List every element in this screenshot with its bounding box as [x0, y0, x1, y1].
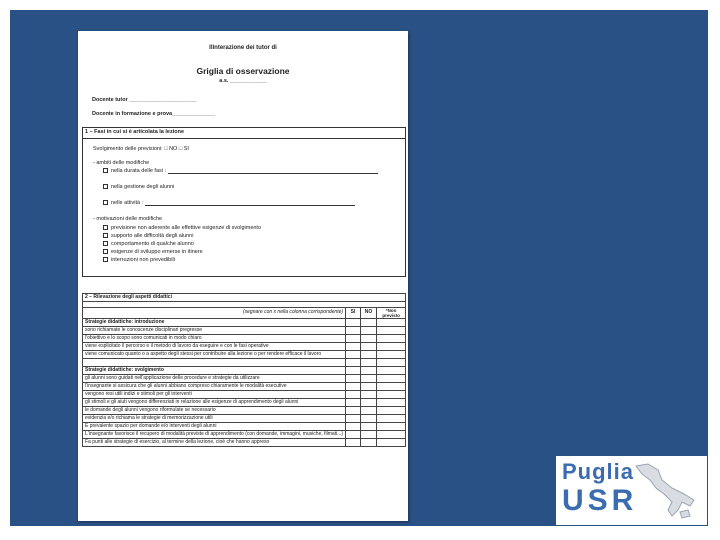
row-text: evidenzia e/o richiama le strategie di memorizzazione utili	[83, 415, 346, 423]
changes-label: - ambiti delle modifiche	[93, 160, 150, 166]
table-row	[83, 399, 406, 407]
table-row	[83, 319, 406, 327]
change-item: nella gestione degli alunni	[103, 184, 174, 190]
cell-no	[360, 343, 376, 351]
cell-no	[360, 439, 376, 447]
cell-no	[360, 375, 376, 383]
cell-si	[346, 399, 361, 407]
cell-np	[377, 335, 406, 343]
cell-no	[360, 423, 376, 431]
motivation-item: previsione non aderente alle effettive esigenze di svolgimento	[103, 225, 261, 231]
cell-no	[360, 359, 376, 367]
cell-si	[346, 439, 361, 447]
row-text: l'obiettivo e lo scopo sono comunicati in modo chiaro	[83, 335, 346, 343]
cell-np	[377, 327, 406, 335]
table-row	[83, 367, 406, 375]
section-1-header: 1 – Fasi in cui si è articolata la lezione	[83, 128, 405, 139]
table-row	[83, 335, 406, 343]
table-row	[83, 439, 406, 447]
table-row	[83, 351, 406, 359]
checkbox-icon	[103, 257, 108, 262]
row-text: le domande degli alunni vengono riformulate se necessario	[83, 407, 346, 415]
cell-np	[377, 423, 406, 431]
row-text: vengono resi utili indizi e stimoli per gli interventi	[83, 391, 346, 399]
cell-si	[346, 383, 361, 391]
row-text: viene esplicitato il percorso e il metodo di lavoro da eseguire e con le fasi operative	[83, 343, 346, 351]
cell-np	[377, 415, 406, 423]
row-text: viene comunicato quanto o a aspetto degli stessi per contribuire alla lezione o per rendere efficace il lavoro	[83, 351, 346, 359]
school-year-label: a.s. ____________	[219, 78, 267, 84]
cell-no	[360, 351, 376, 359]
checkbox-icon	[103, 241, 108, 246]
row-text: È prevalente spazio per domande e/o interventi degli alunni	[83, 423, 346, 431]
cell-si	[346, 431, 361, 439]
checkbox-icon	[103, 200, 108, 205]
change-item: nella durata delle fasi :	[103, 168, 378, 174]
cell-no	[360, 319, 376, 327]
row-text: l'insegnante si assicura che gli alunni abbiano compreso chiaramente le modalità esecutive	[83, 383, 346, 391]
cell-np	[377, 431, 406, 439]
row-text: Fa punti alle strategie di esercizio, al termine della lezione, cioè che hanno appreso	[83, 439, 346, 447]
logo-line-2: USR	[562, 484, 638, 517]
cell-si	[346, 367, 361, 375]
cell-np	[377, 375, 406, 383]
table-row	[83, 407, 406, 415]
document-top-title: Illnterazione dei tutor di	[209, 45, 277, 51]
document-page	[78, 31, 408, 521]
section-2-header: 2 – Rilevazione degli aspetti didattici	[83, 294, 406, 302]
italy-map-icon	[628, 460, 700, 522]
column-header-si: SI	[346, 308, 361, 319]
cell-si	[346, 359, 361, 367]
table-row	[83, 391, 406, 399]
cell-si	[346, 327, 361, 335]
cell-np	[377, 359, 406, 367]
table-body	[83, 319, 406, 447]
motivation-item: supporto alle difficoltà degli alunni	[103, 233, 193, 239]
row-text: gli alunni sono guidati nell'applicazione delle procedure e strategie da utilizzare	[83, 375, 346, 383]
cell-si	[346, 351, 361, 359]
cell-np	[377, 383, 406, 391]
cell-no	[360, 407, 376, 415]
cell-np	[377, 319, 406, 327]
cell-no	[360, 391, 376, 399]
checkbox-icon	[103, 168, 108, 173]
table-row	[83, 383, 406, 391]
row-text: Strategie didattiche: introduzione	[83, 319, 346, 327]
column-header-non-previsto: *Non previsto	[377, 308, 406, 319]
table-row	[83, 423, 406, 431]
cell-si	[346, 423, 361, 431]
motivation-item: comportamento di qualche alunno	[103, 241, 194, 247]
trainee-field: Docente in formazione e prova______________	[92, 111, 215, 117]
cell-no	[360, 327, 376, 335]
cell-si	[346, 343, 361, 351]
motivation-item: esigenze di sviluppo emerse in itinere	[103, 249, 203, 255]
row-text: L'insegnante favorisce il recupero di modalità previste di apprendimento (con domande, immagini, musiche, filmati...)	[83, 431, 346, 439]
cell-si	[346, 335, 361, 343]
cell-np	[377, 391, 406, 399]
cell-np	[377, 351, 406, 359]
checkbox-icon	[103, 233, 108, 238]
checkbox-icon	[103, 249, 108, 254]
row-text: sono richiamate le conoscenze disciplinari pregresse	[83, 327, 346, 335]
document-main-title: Griglia di osservazione	[196, 66, 290, 76]
cell-np	[377, 407, 406, 415]
row-text	[83, 359, 346, 367]
checkbox-icon	[103, 225, 108, 230]
change-item: nelle attività :	[103, 200, 355, 206]
cell-np	[377, 343, 406, 351]
row-text: gli stimoli e gli aiuti vengono differenziati in relazione alle esigenze di apprendimento degli alunni	[83, 399, 346, 407]
cell-no	[360, 399, 376, 407]
checkbox-icon	[103, 184, 108, 189]
table-row	[83, 327, 406, 335]
table-row	[83, 375, 406, 383]
tutor-field: Docente tutor ______________________	[92, 97, 197, 103]
motivation-label: - motivazioni delle modifiche	[93, 216, 163, 222]
cell-si	[346, 391, 361, 399]
cell-np	[377, 439, 406, 447]
motivation-item: interruzioni non prevedibili	[103, 257, 175, 263]
table-row	[83, 431, 406, 439]
cell-np	[377, 399, 406, 407]
observation-table	[82, 293, 406, 447]
table-row	[83, 343, 406, 351]
row-text: Strategie didattiche: svolgimento	[83, 367, 346, 375]
cell-no	[360, 415, 376, 423]
cell-si	[346, 319, 361, 327]
table-row	[83, 359, 406, 367]
puglia-usr-logo	[556, 456, 707, 525]
cell-no	[360, 431, 376, 439]
cell-no	[360, 335, 376, 343]
cell-no	[360, 367, 376, 375]
table-row	[83, 415, 406, 423]
cell-np	[377, 367, 406, 375]
cell-no	[360, 383, 376, 391]
cell-si	[346, 407, 361, 415]
section-1-box	[82, 127, 406, 277]
table-instruction: (segnare con x nella colonna corrispondente)	[83, 308, 346, 319]
logo-line-1: Puglia	[562, 459, 635, 484]
cell-si	[346, 375, 361, 383]
sequence-line: Svolgimento delle previsioni: □ NO □ SI	[93, 146, 189, 152]
cell-si	[346, 415, 361, 423]
column-header-no: NO	[360, 308, 376, 319]
